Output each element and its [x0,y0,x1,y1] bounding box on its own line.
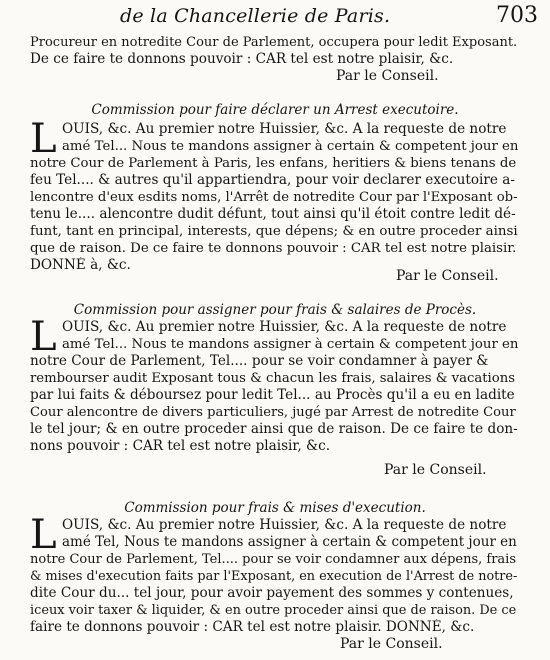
drop-cap: L [30,512,57,558]
text-line: notre Cour de Parlement à Paris, les enfans, heritiers & biens tenans de [30,156,517,171]
text-line: rembourser audit Exposant tous & chacun les frais, salaires & vacations [30,371,515,386]
text-line: DONNÉ à, &c. [30,257,131,273]
section-heading: Commission pour frais & mises d'execution. [124,500,426,516]
text-line: amé Tel... Nous te mandons assigner à certain & competent jour en [62,337,518,352]
page-number: 703 [496,3,538,28]
text-line: OUIS, &c. Au premier notre Huissier, &c. A la requeste de notre [62,517,507,533]
text-line: Cour alencontre de divers particuliers, jugé par Arrest de notredite Cour [30,405,516,420]
drop-cap: L [30,314,57,360]
text-line: que de raison. De ce faire te donnons pouvoir : CAR tel est notre plaisir. [30,241,517,256]
text-line: OUIS, &c. Au premier notre Huissier, &c. A la requeste de notre [62,121,507,137]
text-line: OUIS, &c. Au premier notre Huissier, &c. A la requeste de notre [62,319,507,335]
text-line: notre Cour de Parlement, Tel.... pour se voir condamner à payer & [30,353,489,369]
text-line: De ce faire te donnons pouvoir : CAR tel est notre plaisir, &c. [30,51,454,67]
running-title: de la Chancellerie de Paris. [120,5,391,27]
section-heading: Commission pour assigner pour frais & salaires de Procès. [73,302,477,318]
signature: Par le Conseil. [336,68,439,84]
text-line: faire te donnons pouvoir : CAR tel est notre plaisir. DONNÉ, &c. [30,619,475,635]
text-line: funt, tant en principal, interests, que dépens; & en outre proceder ainsi [30,224,518,239]
text-line: amé Tel, Nous te mandons assigner à certain & competent jour en [62,534,517,550]
text-line: lencontre d'eux esdits noms, l'Arrêt de notredite Cour par l'Exposant ob- [30,190,518,205]
signature: Par le Conseil. [384,462,487,478]
text-line: tenu le.... alencontre dudit défunt, tout ainsi qu'il étoit contre ledit dé- [30,206,516,222]
text-line: & mises d'execution faits par l'Exposant, en execution de l'Arrest de notre- [30,569,518,584]
section-heading: Commission pour faire déclarer un Arrest executoire. [91,102,459,118]
drop-cap: L [30,116,57,162]
text-line: notre Cour de Parlement, Tel.... pour se voir condamner aux dépens, frais [30,552,517,567]
text-line: iceux voir taxer & liquider, & en outre proceder ainsi que de raison. De ce [30,603,517,618]
text-line: le tel jour; & en outre proceder ainsi que de raison. De ce faire te don- [30,421,518,437]
text-line: dite Cour du... tel jour, pour avoir payement des sommes y contenues, [30,585,514,601]
text-line: feu Tel.... & autres qu'il appartiendra, pour voir declarer executoire a- [30,172,515,188]
text-line: nons pouvoir : CAR tel est notre plaisir, &c. [30,438,331,454]
text-line: par lui faits & déboursez pour ledit Tel... au Procès qu'il a eu en ladite [30,387,515,403]
signature: Par le Conseil. [340,636,443,652]
signature: Par le Conseil. [396,268,499,284]
page-header [0,3,550,33]
text-line: Procureur en notredite Cour de Parlement, occupera pour ledit Exposant. [30,35,518,50]
text-line: amé Tel... Nous te mandons assigner à certain & competent jour en [62,139,518,154]
